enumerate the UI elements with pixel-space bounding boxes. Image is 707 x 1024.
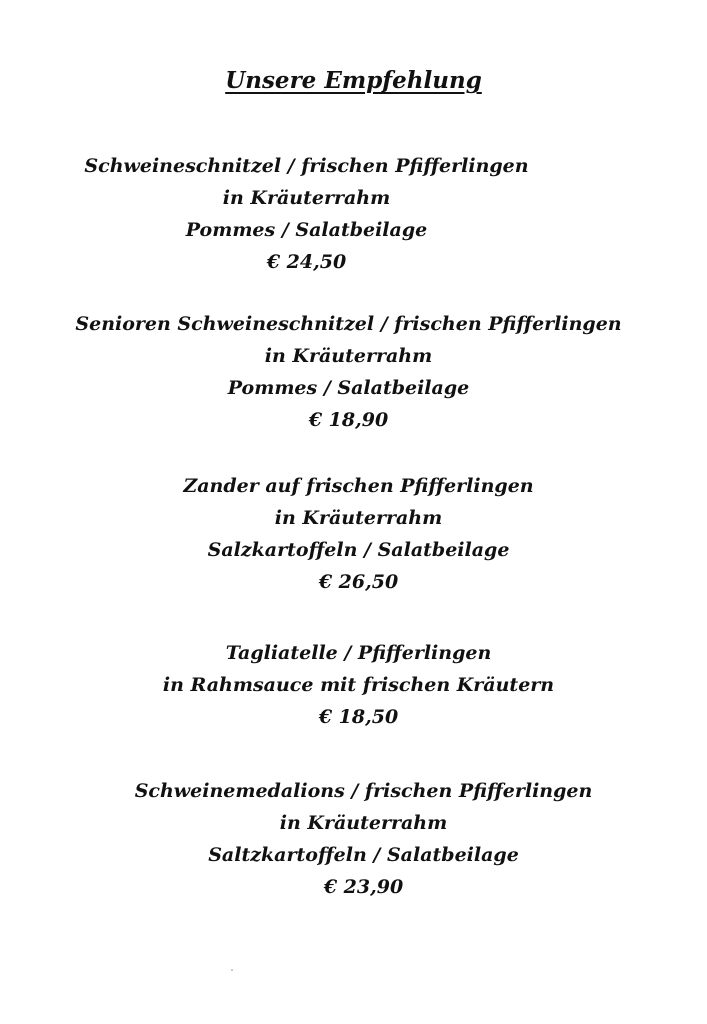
dish-price: € 18,50 (318, 706, 399, 728)
dish-sides: Pommes / Salatbeilage (227, 377, 470, 399)
dish-name: Schweinemedalions / frischen Pfifferlingen (134, 780, 593, 802)
menu-item-tagliatelle (5, 637, 707, 733)
dish-sauce: in Kräuterrahm (274, 507, 443, 529)
page-title-text: Unsere Empfehlung (225, 67, 482, 94)
dish-price: € 18,90 (308, 409, 389, 431)
dish-sides: Pommes / Salatbeilage (185, 219, 428, 241)
menu-item-schweinemedalions (10, 775, 707, 903)
dish-name: Zander auf frischen Pfifferlingen (183, 475, 534, 497)
dish-sides: Saltzkartoffeln / Salatbeilage (208, 844, 519, 866)
menu-item-zander (5, 470, 707, 598)
dish-name: Senioren Schweineschnitzel / frischen Pfifferlingen (75, 313, 622, 335)
page-title (0, 66, 707, 96)
dish-price: € 23,90 (323, 876, 404, 898)
paper-fleck (231, 969, 233, 971)
dish-price: € 26,50 (318, 571, 399, 593)
dish-name: Schweineschnitzel / frischen Pfifferlingen (84, 155, 529, 177)
dish-sauce: in Kräuterrahm (279, 812, 448, 834)
dish-sauce: in Rahmsauce mit frischen Kräutern (162, 674, 555, 696)
dish-sauce: in Kräuterrahm (222, 187, 391, 209)
dish-sides: Salzkartoffeln / Salatbeilage (207, 539, 510, 561)
menu-item-schweineschnitzel (0, 150, 660, 278)
dish-name: Tagliatelle / Pfifferlingen (225, 642, 492, 664)
menu-item-senioren-schweineschnitzel (0, 308, 702, 436)
dish-sauce: in Kräuterrahm (264, 345, 433, 367)
dish-price: € 24,50 (266, 251, 347, 273)
